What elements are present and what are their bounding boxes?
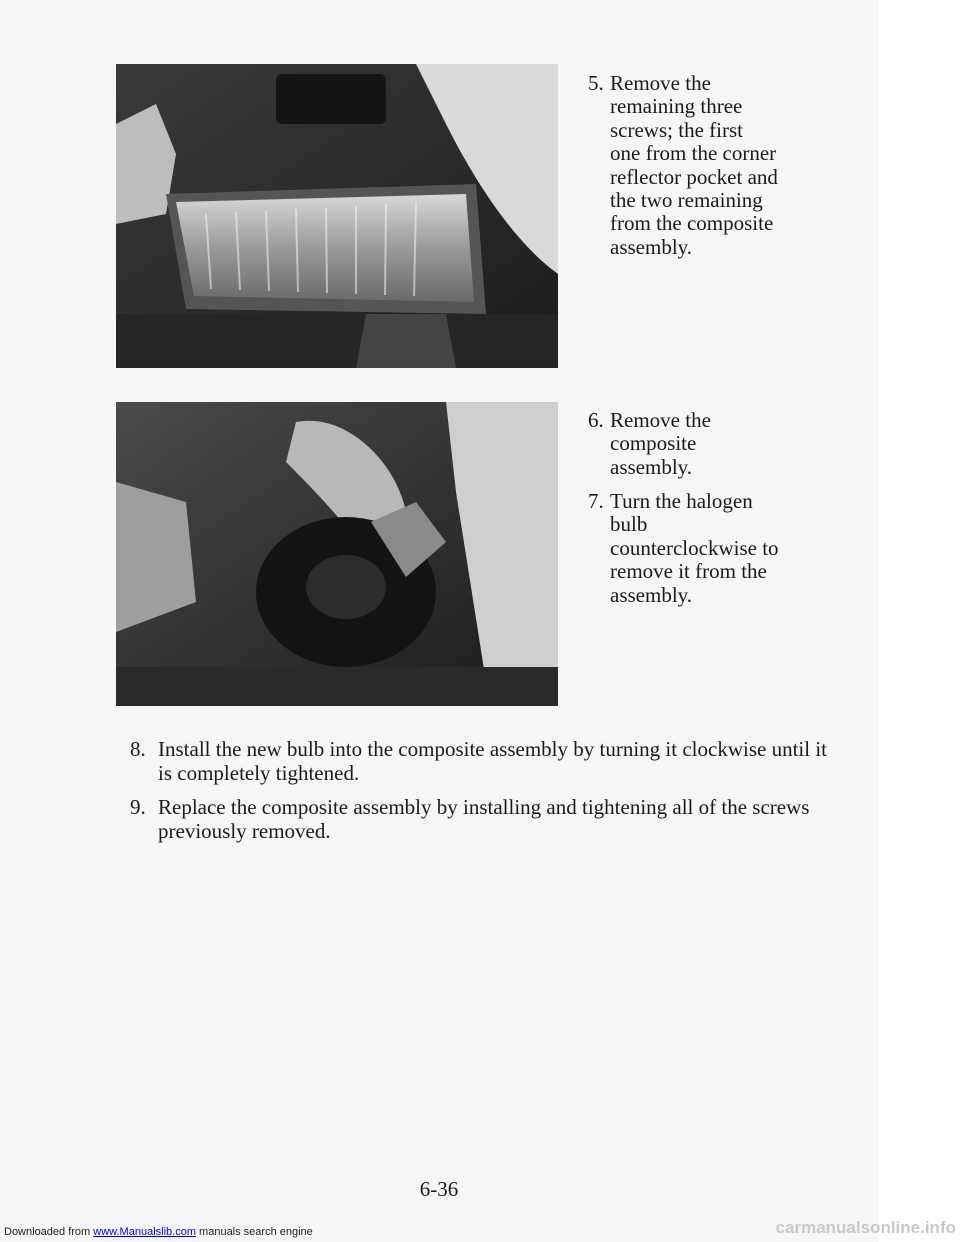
step-text: Install the new bulb into the composite assembly by turning it clockwise until it is completely tightened. bbox=[158, 737, 827, 785]
step-number: 9. bbox=[130, 795, 146, 819]
footer-suffix: manuals search engine bbox=[199, 1226, 313, 1238]
photo-halogen-bulb-removal bbox=[116, 402, 558, 706]
photo-composite-assembly-removal bbox=[116, 64, 558, 368]
step-number: 7. bbox=[588, 489, 604, 513]
footer-prefix: Downloaded from bbox=[4, 1226, 91, 1238]
step-number: 5. bbox=[588, 71, 604, 95]
step-7 bbox=[588, 490, 788, 607]
step-text: Remove the remaining three screws; the first one from the corner reflector pocket and the two remaining from the composite assembly. bbox=[610, 71, 778, 259]
step-9 bbox=[130, 795, 830, 843]
page-number: 6-36 bbox=[419, 1177, 459, 1201]
photo-bulb-illustration bbox=[116, 402, 558, 706]
step-text: Turn the halogen bulb counterclockwise to remove it from the assembly. bbox=[610, 489, 779, 607]
photo-headlamp-illustration bbox=[116, 64, 558, 368]
step-5 bbox=[588, 72, 778, 259]
step-number: 6. bbox=[588, 408, 604, 432]
step-8 bbox=[130, 737, 830, 785]
manualslib-link[interactable]: www.Manualslib.com bbox=[93, 1226, 196, 1238]
download-footer bbox=[4, 1226, 313, 1238]
step-number: 8. bbox=[130, 737, 146, 761]
watermark: carmanualsonline.info bbox=[775, 1218, 956, 1237]
step-text: Replace the composite assembly by installing and tightening all of the screws previously removed. bbox=[158, 795, 810, 843]
step-6 bbox=[588, 409, 778, 479]
step-text: Remove the composite assembly. bbox=[610, 408, 711, 479]
